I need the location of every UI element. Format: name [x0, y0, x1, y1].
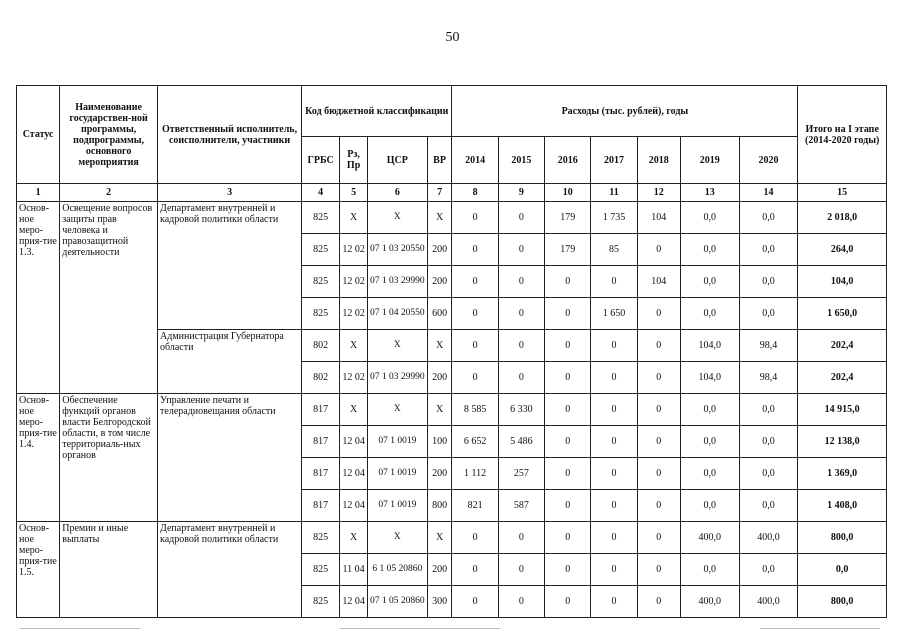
y2018-cell: 104	[637, 266, 680, 298]
status-header: Статус	[17, 86, 60, 184]
y2018-cell: 0	[637, 362, 680, 394]
y2020-cell: 0,0	[739, 490, 798, 522]
rzpr-header: Рз, Пр	[340, 137, 368, 184]
y2020-cell: 0,0	[739, 202, 798, 234]
y2018-cell: 0	[637, 234, 680, 266]
y2019-cell: 0,0	[680, 202, 739, 234]
csr-cell: 07 1 05 20860	[367, 586, 427, 618]
y2015-cell: 0	[498, 330, 544, 362]
executor-cell: Департамент внутренней и кадровой политики области	[158, 202, 302, 330]
column-index: 1	[17, 184, 60, 202]
page-edge-line	[20, 628, 140, 629]
total-cell: 2 018,0	[798, 202, 887, 234]
total-cell: 800,0	[798, 522, 887, 554]
grbs-cell: 825	[302, 234, 340, 266]
y2017-cell: 85	[591, 234, 637, 266]
grbs-cell: 825	[302, 586, 340, 618]
y2018-cell: 0	[637, 586, 680, 618]
y2016-cell: 179	[545, 234, 591, 266]
year-header-2019: 2019	[680, 137, 739, 184]
y2015-cell: 0	[498, 202, 544, 234]
y2017-cell: 1 650	[591, 298, 637, 330]
rzpr-cell: Х	[340, 394, 368, 426]
y2014-cell: 0	[452, 234, 498, 266]
total-header: Итого на I этапе (2014-2020 годы)	[798, 86, 887, 184]
y2018-cell: 0	[637, 458, 680, 490]
expenses-header: Расходы (тыс. рублей), годы	[452, 86, 798, 137]
column-index: 6	[367, 184, 427, 202]
y2016-cell: 179	[545, 202, 591, 234]
y2017-cell: 0	[591, 490, 637, 522]
y2019-cell: 400,0	[680, 522, 739, 554]
y2015-cell: 0	[498, 362, 544, 394]
y2020-cell: 98,4	[739, 330, 798, 362]
vr-cell: Х	[427, 394, 452, 426]
y2017-cell: 1 735	[591, 202, 637, 234]
y2015-cell: 0	[498, 234, 544, 266]
y2019-cell: 104,0	[680, 362, 739, 394]
y2019-cell: 0,0	[680, 266, 739, 298]
y2018-cell: 0	[637, 554, 680, 586]
csr-cell: 07 1 03 20550	[367, 234, 427, 266]
column-index: 2	[60, 184, 158, 202]
y2015-cell: 5 486	[498, 426, 544, 458]
rzpr-cell: 12 02	[340, 266, 368, 298]
y2016-cell: 0	[545, 298, 591, 330]
grbs-cell: 802	[302, 362, 340, 394]
y2014-cell: 0	[452, 330, 498, 362]
y2014-cell: 1 112	[452, 458, 498, 490]
vr-cell: 200	[427, 266, 452, 298]
executor-cell: Управление печати и телерадиовещания области	[158, 394, 302, 522]
y2017-cell: 0	[591, 394, 637, 426]
vr-cell: 100	[427, 426, 452, 458]
column-index: 14	[739, 184, 798, 202]
y2014-cell: 0	[452, 586, 498, 618]
column-index: 10	[545, 184, 591, 202]
vr-cell: 200	[427, 554, 452, 586]
grbs-cell: 825	[302, 554, 340, 586]
y2016-cell: 0	[545, 330, 591, 362]
y2018-cell: 0	[637, 298, 680, 330]
rzpr-cell: Х	[340, 202, 368, 234]
y2015-cell: 587	[498, 490, 544, 522]
y2015-cell: 0	[498, 522, 544, 554]
total-cell: 264,0	[798, 234, 887, 266]
vr-cell: 200	[427, 458, 452, 490]
csr-cell: Х	[367, 394, 427, 426]
column-index-row	[17, 184, 887, 202]
y2020-cell: 0,0	[739, 298, 798, 330]
y2017-cell: 0	[591, 522, 637, 554]
y2018-cell: 0	[637, 522, 680, 554]
column-index: 5	[340, 184, 368, 202]
y2016-cell: 0	[545, 426, 591, 458]
y2018-cell: 0	[637, 490, 680, 522]
status-cell: Основ-ное меро-прия-тие 1.5.	[17, 522, 60, 618]
y2017-cell: 0	[591, 586, 637, 618]
csr-cell: Х	[367, 330, 427, 362]
total-cell: 14 915,0	[798, 394, 887, 426]
csr-cell: Х	[367, 522, 427, 554]
y2017-cell: 0	[591, 458, 637, 490]
y2020-cell: 0,0	[739, 554, 798, 586]
y2014-cell: 8 585	[452, 394, 498, 426]
vr-cell: Х	[427, 522, 452, 554]
rzpr-cell: 12 04	[340, 490, 368, 522]
status-cell: Основ-ное меро-прия-тие 1.4.	[17, 394, 60, 522]
y2019-cell: 0,0	[680, 490, 739, 522]
y2016-cell: 0	[545, 362, 591, 394]
y2015-cell: 0	[498, 554, 544, 586]
y2016-cell: 0	[545, 586, 591, 618]
y2014-cell: 0	[452, 202, 498, 234]
year-header-2017: 2017	[591, 137, 637, 184]
csr-cell: 07 1 03 29990	[367, 362, 427, 394]
y2016-cell: 0	[545, 458, 591, 490]
rzpr-cell: 11 04	[340, 554, 368, 586]
y2020-cell: 0,0	[739, 394, 798, 426]
y2020-cell: 0,0	[739, 234, 798, 266]
table-row	[17, 202, 887, 234]
responsible-header: Ответственный исполнитель, соисполнители, участники	[158, 86, 302, 184]
vr-cell: Х	[427, 330, 452, 362]
y2014-cell: 0	[452, 554, 498, 586]
executor-cell: Администрация Губернатора области	[158, 330, 302, 394]
y2016-cell: 0	[545, 266, 591, 298]
y2019-cell: 0,0	[680, 554, 739, 586]
measure-name-cell: Освещение вопросов защиты прав человека и правозащитной деятельности	[60, 202, 158, 394]
csr-cell: Х	[367, 202, 427, 234]
y2014-cell: 0	[452, 522, 498, 554]
y2016-cell: 0	[545, 522, 591, 554]
column-index: 9	[498, 184, 544, 202]
page-edge-line	[760, 628, 880, 629]
total-cell: 12 138,0	[798, 426, 887, 458]
y2014-cell: 6 652	[452, 426, 498, 458]
y2020-cell: 0,0	[739, 458, 798, 490]
vr-cell: 200	[427, 234, 452, 266]
page-number: 50	[445, 30, 460, 45]
y2016-cell: 0	[545, 490, 591, 522]
y2015-cell: 257	[498, 458, 544, 490]
measure-name-cell: Обеспечение функций органов власти Белгородской области, в том числе территориаль-ных органов	[60, 394, 158, 522]
y2015-cell: 0	[498, 298, 544, 330]
y2018-cell: 0	[637, 330, 680, 362]
grbs-cell: 817	[302, 426, 340, 458]
total-cell: 800,0	[798, 586, 887, 618]
total-cell: 104,0	[798, 266, 887, 298]
vr-cell: 600	[427, 298, 452, 330]
rzpr-cell: Х	[340, 522, 368, 554]
total-cell: 1 650,0	[798, 298, 887, 330]
vr-header: ВР	[427, 137, 452, 184]
y2014-cell: 0	[452, 298, 498, 330]
grbs-cell: 825	[302, 202, 340, 234]
grbs-cell: 817	[302, 394, 340, 426]
y2017-cell: 0	[591, 554, 637, 586]
y2017-cell: 0	[591, 362, 637, 394]
y2019-cell: 400,0	[680, 586, 739, 618]
y2014-cell: 821	[452, 490, 498, 522]
grbs-cell: 825	[302, 522, 340, 554]
y2018-cell: 0	[637, 394, 680, 426]
y2016-cell: 0	[545, 554, 591, 586]
name-header: Наименование государствен-ной программы, подпрограммы, основного мероприятия	[60, 86, 158, 184]
year-header-2018: 2018	[637, 137, 680, 184]
total-cell: 0,0	[798, 554, 887, 586]
y2015-cell: 0	[498, 266, 544, 298]
year-header-2016: 2016	[545, 137, 591, 184]
y2020-cell: 400,0	[739, 522, 798, 554]
y2014-cell: 0	[452, 362, 498, 394]
rzpr-cell: 12 02	[340, 234, 368, 266]
y2018-cell: 104	[637, 202, 680, 234]
vr-cell: 200	[427, 362, 452, 394]
grbs-cell: 802	[302, 330, 340, 362]
budget-table-body	[17, 202, 887, 618]
grbs-header: ГРБС	[302, 137, 340, 184]
column-index: 7	[427, 184, 452, 202]
y2019-cell: 0,0	[680, 234, 739, 266]
total-cell: 1 369,0	[798, 458, 887, 490]
rzpr-cell: 12 02	[340, 362, 368, 394]
rzpr-cell: 12 04	[340, 586, 368, 618]
total-cell: 202,4	[798, 362, 887, 394]
status-cell: Основ-ное меро-прия-тие 1.3.	[17, 202, 60, 394]
y2017-cell: 0	[591, 266, 637, 298]
vr-cell: 300	[427, 586, 452, 618]
y2019-cell: 0,0	[680, 458, 739, 490]
y2016-cell: 0	[545, 394, 591, 426]
executor-cell: Департамент внутренней и кадровой политики области	[158, 522, 302, 618]
budget-code-header: Код бюджетной классификации	[302, 86, 452, 137]
rzpr-cell: Х	[340, 330, 368, 362]
y2014-cell: 0	[452, 266, 498, 298]
vr-cell: Х	[427, 202, 452, 234]
column-index: 13	[680, 184, 739, 202]
table-row	[17, 394, 887, 426]
year-header-2014: 2014	[452, 137, 498, 184]
grbs-cell: 817	[302, 490, 340, 522]
csr-cell: 07 1 0019	[367, 426, 427, 458]
table-row	[17, 522, 887, 554]
year-header-2020: 2020	[739, 137, 798, 184]
grbs-cell: 825	[302, 298, 340, 330]
rzpr-cell: 12 04	[340, 426, 368, 458]
column-index: 3	[158, 184, 302, 202]
column-index: 12	[637, 184, 680, 202]
csr-cell: 07 1 0019	[367, 458, 427, 490]
y2019-cell: 0,0	[680, 298, 739, 330]
y2017-cell: 0	[591, 330, 637, 362]
budget-table	[16, 85, 887, 618]
vr-cell: 800	[427, 490, 452, 522]
measure-name-cell: Премии и иные выплаты	[60, 522, 158, 618]
y2019-cell: 104,0	[680, 330, 739, 362]
y2017-cell: 0	[591, 426, 637, 458]
csr-cell: 07 1 0019	[367, 490, 427, 522]
y2018-cell: 0	[637, 426, 680, 458]
y2019-cell: 0,0	[680, 426, 739, 458]
header-row	[17, 86, 887, 137]
page-edge-line	[340, 628, 500, 629]
y2015-cell: 6 330	[498, 394, 544, 426]
y2020-cell: 0,0	[739, 266, 798, 298]
grbs-cell: 817	[302, 458, 340, 490]
column-index: 11	[591, 184, 637, 202]
csr-cell: 07 1 04 20550	[367, 298, 427, 330]
grbs-cell: 825	[302, 266, 340, 298]
total-cell: 202,4	[798, 330, 887, 362]
y2020-cell: 0,0	[739, 426, 798, 458]
total-cell: 1 408,0	[798, 490, 887, 522]
year-header-2015: 2015	[498, 137, 544, 184]
rzpr-cell: 12 04	[340, 458, 368, 490]
y2019-cell: 0,0	[680, 394, 739, 426]
y2020-cell: 400,0	[739, 586, 798, 618]
y2020-cell: 98,4	[739, 362, 798, 394]
rzpr-cell: 12 02	[340, 298, 368, 330]
y2015-cell: 0	[498, 586, 544, 618]
column-index: 4	[302, 184, 340, 202]
csr-cell: 07 1 03 29990	[367, 266, 427, 298]
csr-header: ЦСР	[367, 137, 427, 184]
column-index: 8	[452, 184, 498, 202]
csr-cell: 6 1 05 20860	[367, 554, 427, 586]
column-index: 15	[798, 184, 887, 202]
